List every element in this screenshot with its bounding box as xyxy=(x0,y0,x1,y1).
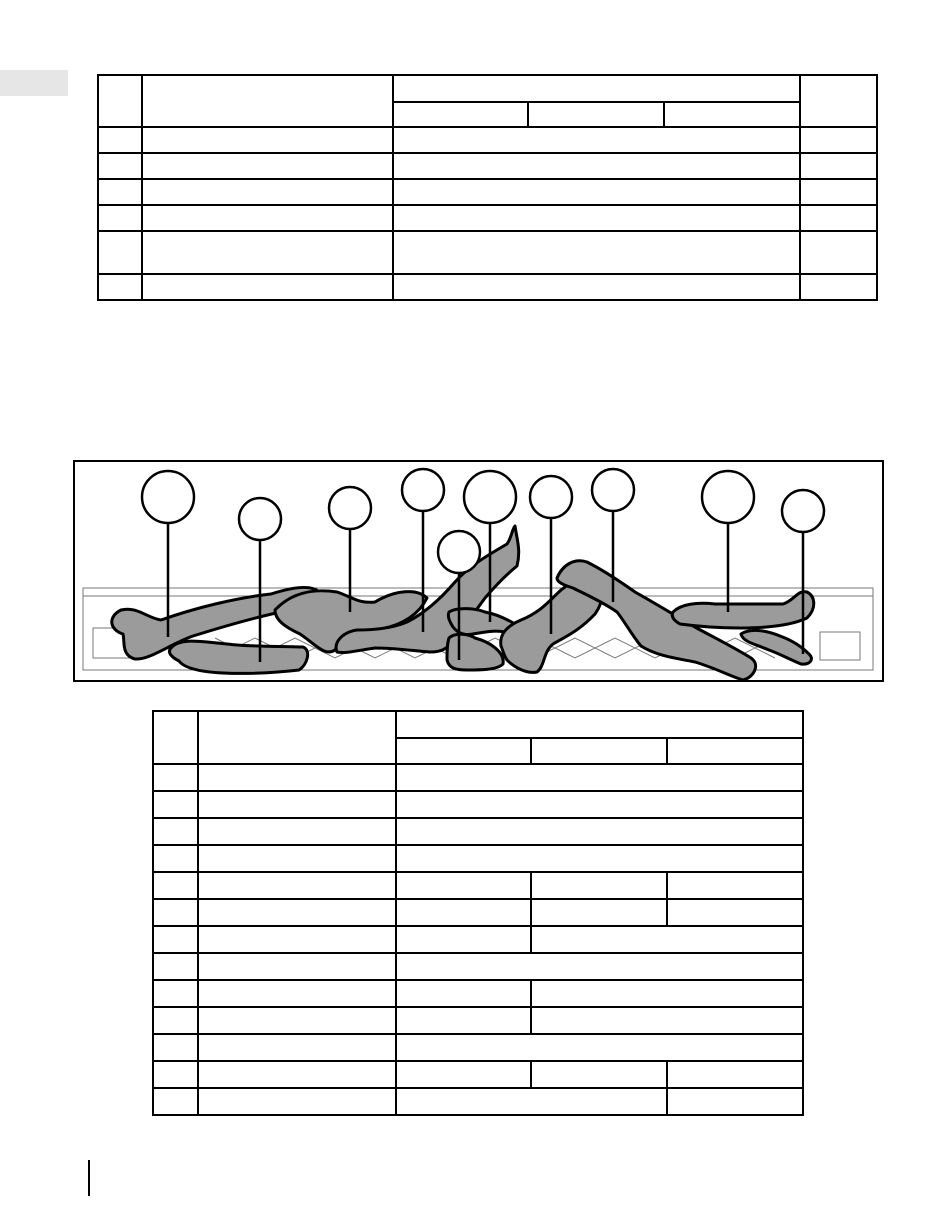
table-cell xyxy=(153,791,198,818)
table-cell xyxy=(396,899,531,926)
table-cell xyxy=(396,980,531,1007)
callout-circle xyxy=(402,469,444,511)
table-row xyxy=(153,1034,803,1061)
header-cell xyxy=(528,102,664,127)
table-row xyxy=(153,899,803,926)
callout-circle xyxy=(464,471,516,523)
table-cell xyxy=(98,231,142,274)
table-row xyxy=(98,179,877,205)
table-row xyxy=(98,231,877,274)
header-cell xyxy=(396,711,803,738)
table-cell xyxy=(393,274,800,300)
header-cell xyxy=(142,75,393,127)
table-row xyxy=(153,953,803,980)
table-cell xyxy=(198,872,396,899)
table-row xyxy=(153,1088,803,1115)
table-cell xyxy=(153,980,198,1007)
header-cell xyxy=(667,738,803,764)
table-row xyxy=(153,791,803,818)
table-cell xyxy=(198,818,396,845)
table-cell xyxy=(396,1061,531,1088)
header-cell xyxy=(393,102,528,127)
header-cell xyxy=(198,711,396,764)
table-cell xyxy=(396,1088,667,1115)
table-cell xyxy=(800,274,877,300)
table-cell xyxy=(531,899,667,926)
table-cell xyxy=(98,179,142,205)
table-cell xyxy=(142,153,393,179)
table-cell xyxy=(198,899,396,926)
header-cell xyxy=(664,102,800,127)
table-row xyxy=(153,1007,803,1034)
table-cell xyxy=(667,1088,803,1115)
table-cell xyxy=(800,127,877,153)
table-cell xyxy=(396,764,803,791)
table-cell xyxy=(393,179,800,205)
header-cell xyxy=(98,75,142,127)
table-row xyxy=(98,205,877,231)
table-row xyxy=(153,845,803,872)
callout-circle xyxy=(702,471,754,523)
callout-circle xyxy=(592,469,634,511)
table-cell xyxy=(198,764,396,791)
table-cell xyxy=(393,153,800,179)
table-cell xyxy=(531,1061,667,1088)
table-cell xyxy=(396,791,803,818)
table-cell xyxy=(153,872,198,899)
table-cell xyxy=(153,926,198,953)
table-cell xyxy=(800,205,877,231)
header-cell xyxy=(800,75,877,127)
log-2 xyxy=(169,641,307,673)
table-cell xyxy=(198,1007,396,1034)
header-cell xyxy=(396,738,531,764)
callout-circle xyxy=(530,476,572,518)
table-cell xyxy=(153,845,198,872)
table-cell xyxy=(396,926,531,953)
table-cell xyxy=(142,274,393,300)
table-cell xyxy=(198,1061,396,1088)
log-diagram-svg xyxy=(75,462,882,680)
table-cell xyxy=(396,1007,531,1034)
table-cell xyxy=(198,926,396,953)
table-cell xyxy=(667,899,803,926)
side-tab-marker xyxy=(0,70,68,96)
table-cell xyxy=(198,791,396,818)
table-cell xyxy=(142,127,393,153)
callout-circle xyxy=(142,471,194,523)
callout-circle xyxy=(239,498,281,540)
log-4 xyxy=(336,526,519,653)
table-row xyxy=(98,274,877,300)
table-row xyxy=(153,926,803,953)
table-cell xyxy=(198,1088,396,1115)
table-cell xyxy=(153,818,198,845)
table-cell xyxy=(393,231,800,274)
table-row xyxy=(153,1061,803,1088)
table-row xyxy=(153,818,803,845)
parts-table-top xyxy=(97,74,878,301)
log-placement-diagram xyxy=(73,460,884,682)
table-cell xyxy=(396,1034,803,1061)
table-cell xyxy=(396,953,803,980)
table-cell xyxy=(393,127,800,153)
log-5 xyxy=(447,634,503,670)
table-row xyxy=(153,764,803,791)
header-cell xyxy=(393,75,800,102)
callout-circle xyxy=(329,487,371,529)
table-header-row xyxy=(153,711,803,738)
table-cell xyxy=(531,980,803,1007)
table-row xyxy=(98,127,877,153)
table-cell xyxy=(153,1061,198,1088)
table-cell xyxy=(142,205,393,231)
table-cell xyxy=(153,899,198,926)
parts-table-bottom xyxy=(152,710,804,1116)
table-cell xyxy=(800,179,877,205)
table-cell xyxy=(667,1061,803,1088)
table-cell xyxy=(153,1088,198,1115)
table-cell xyxy=(142,179,393,205)
table-cell xyxy=(98,274,142,300)
table-cell xyxy=(198,953,396,980)
table-cell xyxy=(98,153,142,179)
log-9 xyxy=(672,592,814,628)
table-row xyxy=(98,153,877,179)
table-cell xyxy=(142,231,393,274)
table-cell xyxy=(531,872,667,899)
header-cell xyxy=(153,711,198,764)
table-cell xyxy=(800,231,877,274)
table-cell xyxy=(393,205,800,231)
table-cell xyxy=(800,153,877,179)
table-cell xyxy=(153,1034,198,1061)
table-cell xyxy=(667,872,803,899)
table-cell xyxy=(396,818,803,845)
header-cell xyxy=(531,738,667,764)
page-footer-rule xyxy=(88,1160,90,1196)
table-cell xyxy=(198,1034,396,1061)
table-cell xyxy=(98,127,142,153)
table-cell xyxy=(98,205,142,231)
table-cell xyxy=(153,1007,198,1034)
table-header-row xyxy=(98,75,877,102)
table-cell xyxy=(396,845,803,872)
table-cell xyxy=(396,872,531,899)
table-cell xyxy=(531,926,803,953)
table-cell xyxy=(531,1007,803,1034)
table-row xyxy=(153,872,803,899)
table-cell xyxy=(198,980,396,1007)
table-cell xyxy=(198,845,396,872)
table-cell xyxy=(153,764,198,791)
table-row xyxy=(153,980,803,1007)
callout-circle xyxy=(438,531,480,573)
table-cell xyxy=(153,953,198,980)
callout-circle xyxy=(782,490,824,532)
